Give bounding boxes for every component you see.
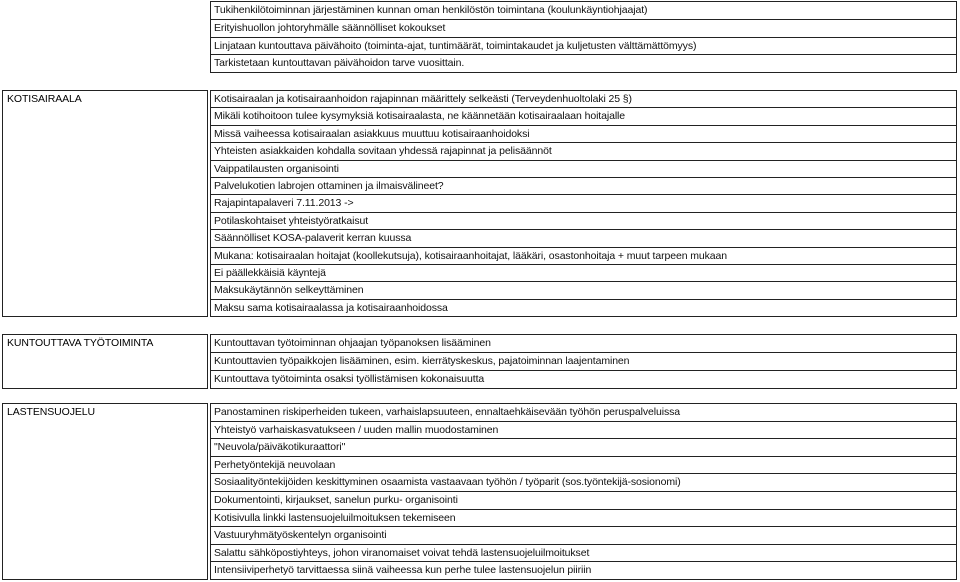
section-lastensuojelu: [0, 403, 960, 580]
list-item: Sosiaalityöntekijöiden keskittyminen osaamista vastaavaan työhön / työparit (sos.työntekijä-sosionomi): [210, 474, 957, 492]
list-item: Vastuuryhmätyöskentelyn organisointi: [210, 527, 957, 545]
item-list: [210, 334, 957, 389]
list-item: Panostaminen riskiperheiden tukeen, varhaislapsuuteen, ennaltaehkäisevään työhön peruspalveluissa: [210, 404, 957, 422]
list-item: Erityishuollon johtoryhmälle säännölliset kokoukset: [210, 20, 957, 38]
list-item: Maksukäytännön selkeyttäminen: [210, 282, 957, 299]
list-item: Yhteistyö varhaiskasvatukseen / uuden mallin muodostaminen: [210, 422, 957, 440]
list-item: Kuntouttavien työpaikkojen lisääminen, esim. kierrätyskeskus, pajatoiminnan laajentaminen: [210, 353, 957, 371]
list-item: Kuntouttava työtoiminta osaksi työllistämisen kokonaisuutta: [210, 371, 957, 389]
list-item: Ei päällekkäisiä käyntejä: [210, 265, 957, 282]
section-top-continuation: [0, 1, 960, 73]
list-item: Missä vaiheessa kotisairaalan asiakkuus muuttuu kotisairaanhoidoksi: [210, 126, 957, 143]
list-item: Rajapintapalaveri 7.11.2013 ->: [210, 195, 957, 212]
list-item: Tarkistetaan kuntouttavan päivähoidon tarve vuosittain.: [210, 55, 957, 73]
list-item: Mukana: kotisairaalan hoitajat (koollekutsuja), kotisairaanhoitajat, lääkäri, osastonhoitaja + muut tarpeen mukaan: [210, 248, 957, 265]
section-header: LASTENSUOJELU: [2, 403, 208, 580]
list-item: Dokumentointi, kirjaukset, sanelun purku- organisointi: [210, 492, 957, 510]
list-item: Vaippatilausten organisointi: [210, 161, 957, 178]
section-header: KOTISAIRAALA: [2, 90, 208, 317]
item-list: [210, 90, 957, 317]
list-item: Tukihenkilötoiminnan järjestäminen kunnan oman henkilöstön toimintana (koulunkäyntiohjaajat): [210, 2, 957, 20]
list-item: Kuntouttavan työtoiminnan ohjaajan työpanoksen lisääminen: [210, 335, 957, 353]
item-list: [210, 1, 957, 73]
list-item: Säännölliset KOSA-palaverit kerran kuussa: [210, 230, 957, 247]
list-item: Maksu sama kotisairaalassa ja kotisairaanhoidossa: [210, 300, 957, 317]
list-item: Mikäli kotihoitoon tulee kysymyksiä kotisairaalasta, ne käännetään kotisairaalaan hoitajalle: [210, 108, 957, 125]
list-item: Perhetyöntekijä neuvolaan: [210, 457, 957, 475]
list-item: Linjataan kuntouttava päivähoito (toiminta-ajat, tuntimäärät, toimintakaudet ja kuljetusten välttämättömyys): [210, 38, 957, 56]
list-item: Kotisivulla linkki lastensuojeluilmoituksen tekemiseen: [210, 510, 957, 528]
list-item: Intensiiviperhetyö tarvittaessa siinä vaiheessa kun perhe tulee lastensuojelun piiriin: [210, 562, 957, 580]
list-item: Salattu sähköpostiyhteys, johon viranomaiset voivat tehdä lastensuojeluilmoitukset: [210, 545, 957, 563]
list-item: Kotisairaalan ja kotisairaanhoidon rajapinnan määrittely selkeästi (Terveydenhuoltolaki 25 §): [210, 91, 957, 108]
list-item: Yhteisten asiakkaiden kohdalla sovitaan yhdessä rajapinnat ja pelisäännöt: [210, 143, 957, 160]
list-item: Potilaskohtaiset yhteistyöratkaisut: [210, 213, 957, 230]
item-list: [210, 403, 957, 580]
section-kuntouttava-tyotoiminta: [0, 334, 960, 389]
section-header: KUNTOUTTAVA TYÖTOIMINTA: [2, 334, 208, 389]
section-kotisairaala: [0, 90, 960, 317]
list-item: Palvelukotien labrojen ottaminen ja ilmaisvälineet?: [210, 178, 957, 195]
list-item: "Neuvola/päiväkotikuraattori": [210, 439, 957, 457]
